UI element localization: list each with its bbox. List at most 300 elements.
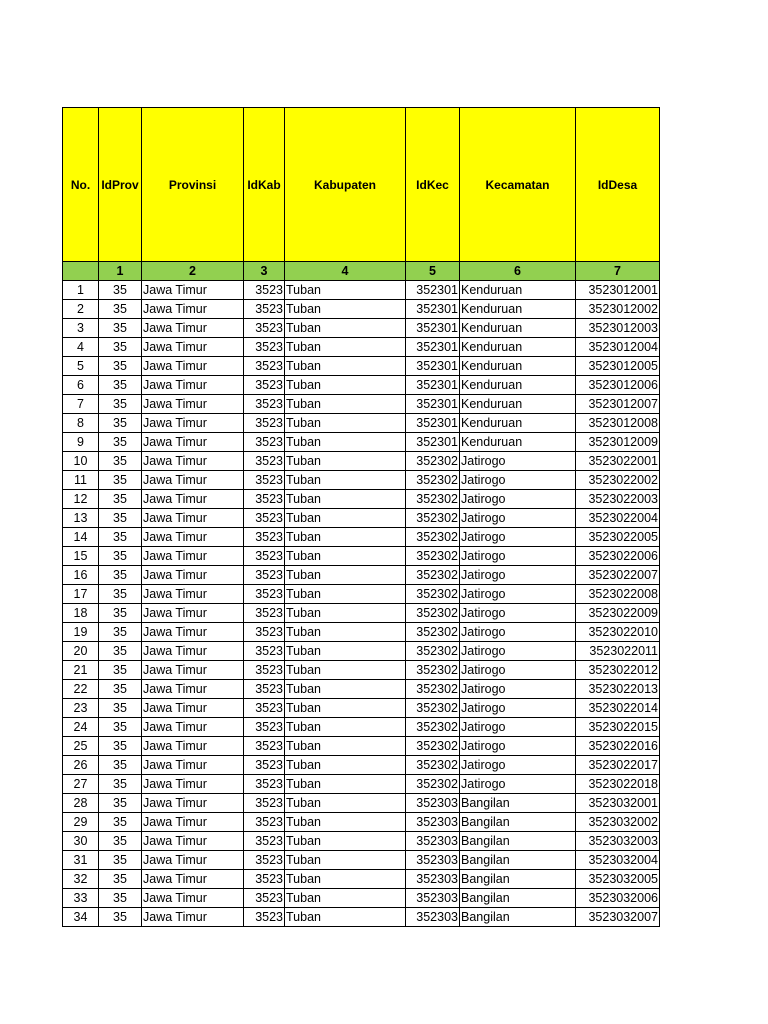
cell-kabupaten: Tuban: [285, 414, 406, 433]
cell-provinsi: Jawa Timur: [142, 471, 244, 490]
cell-iddesa: 3523012002: [576, 300, 660, 319]
cell-kabupaten: Tuban: [285, 395, 406, 414]
cell-idprov: 35: [99, 585, 142, 604]
cell-no: 9: [63, 433, 99, 452]
table-row: [63, 566, 660, 585]
cell-iddesa: 3523032007: [576, 908, 660, 927]
cell-provinsi: Jawa Timur: [142, 376, 244, 395]
column-number: 4: [285, 262, 406, 281]
cell-iddesa: 3523012001: [576, 281, 660, 300]
cell-idkab: 3523: [244, 832, 285, 851]
cell-iddesa: 3523022006: [576, 547, 660, 566]
cell-no: 32: [63, 870, 99, 889]
cell-kabupaten: Tuban: [285, 509, 406, 528]
cell-provinsi: Jawa Timur: [142, 604, 244, 623]
cell-kecamatan: Jatirogo: [460, 490, 576, 509]
cell-kabupaten: Tuban: [285, 756, 406, 775]
cell-kabupaten: Tuban: [285, 585, 406, 604]
cell-idkec: 352303: [406, 870, 460, 889]
cell-iddesa: 3523022017: [576, 756, 660, 775]
cell-kecamatan: Kenduruan: [460, 319, 576, 338]
cell-idkec: 352302: [406, 585, 460, 604]
cell-iddesa: 3523012003: [576, 319, 660, 338]
table-row: [63, 737, 660, 756]
cell-idkab: 3523: [244, 376, 285, 395]
cell-idkab: 3523: [244, 851, 285, 870]
table-row: [63, 281, 660, 300]
cell-idprov: 35: [99, 680, 142, 699]
cell-iddesa: 3523022002: [576, 471, 660, 490]
cell-kabupaten: Tuban: [285, 699, 406, 718]
cell-no: 34: [63, 908, 99, 927]
cell-kecamatan: Jatirogo: [460, 623, 576, 642]
cell-provinsi: Jawa Timur: [142, 908, 244, 927]
cell-idkec: 352301: [406, 414, 460, 433]
table-row: [63, 851, 660, 870]
cell-idkec: 352301: [406, 338, 460, 357]
cell-no: 6: [63, 376, 99, 395]
table-row: [63, 395, 660, 414]
cell-iddesa: 3523012008: [576, 414, 660, 433]
cell-kecamatan: Kenduruan: [460, 338, 576, 357]
cell-no: 17: [63, 585, 99, 604]
cell-idkab: 3523: [244, 794, 285, 813]
cell-idkab: 3523: [244, 680, 285, 699]
cell-provinsi: Jawa Timur: [142, 528, 244, 547]
table-row: [63, 319, 660, 338]
cell-iddesa: 3523022008: [576, 585, 660, 604]
table-row: [63, 547, 660, 566]
cell-kecamatan: Jatirogo: [460, 737, 576, 756]
cell-idkec: 352301: [406, 300, 460, 319]
table-row: [63, 794, 660, 813]
cell-idkec: 352303: [406, 851, 460, 870]
cell-idprov: 35: [99, 718, 142, 737]
cell-kecamatan: Kenduruan: [460, 414, 576, 433]
cell-no: 3: [63, 319, 99, 338]
cell-idprov: 35: [99, 300, 142, 319]
table-row: [63, 870, 660, 889]
cell-idprov: 35: [99, 528, 142, 547]
table-row: [63, 661, 660, 680]
header-idkec: IdKec: [406, 108, 460, 262]
cell-kecamatan: Bangilan: [460, 794, 576, 813]
table-row: [63, 300, 660, 319]
cell-provinsi: Jawa Timur: [142, 395, 244, 414]
cell-idkab: 3523: [244, 319, 285, 338]
cell-kecamatan: Kenduruan: [460, 300, 576, 319]
cell-kabupaten: Tuban: [285, 604, 406, 623]
cell-idprov: 35: [99, 433, 142, 452]
cell-no: 27: [63, 775, 99, 794]
cell-provinsi: Jawa Timur: [142, 585, 244, 604]
cell-iddesa: 3523022005: [576, 528, 660, 547]
cell-idprov: 35: [99, 566, 142, 585]
cell-iddesa: 3523022013: [576, 680, 660, 699]
cell-idkec: 352302: [406, 604, 460, 623]
cell-idprov: 35: [99, 281, 142, 300]
cell-provinsi: Jawa Timur: [142, 319, 244, 338]
cell-idkab: 3523: [244, 509, 285, 528]
cell-provinsi: Jawa Timur: [142, 851, 244, 870]
cell-idkab: 3523: [244, 566, 285, 585]
cell-no: 30: [63, 832, 99, 851]
cell-kabupaten: Tuban: [285, 775, 406, 794]
cell-idprov: 35: [99, 509, 142, 528]
cell-idkec: 352303: [406, 794, 460, 813]
cell-idkab: 3523: [244, 737, 285, 756]
cell-idkab: 3523: [244, 756, 285, 775]
cell-provinsi: Jawa Timur: [142, 870, 244, 889]
cell-idprov: 35: [99, 832, 142, 851]
cell-no: 12: [63, 490, 99, 509]
cell-kecamatan: Jatirogo: [460, 452, 576, 471]
cell-kabupaten: Tuban: [285, 661, 406, 680]
cell-kecamatan: Jatirogo: [460, 775, 576, 794]
cell-kabupaten: Tuban: [285, 281, 406, 300]
cell-idkec: 352303: [406, 908, 460, 927]
cell-provinsi: Jawa Timur: [142, 756, 244, 775]
cell-idkab: 3523: [244, 338, 285, 357]
cell-kecamatan: Jatirogo: [460, 547, 576, 566]
cell-idkab: 3523: [244, 471, 285, 490]
cell-idprov: 35: [99, 395, 142, 414]
cell-provinsi: Jawa Timur: [142, 699, 244, 718]
cell-idkab: 3523: [244, 547, 285, 566]
cell-iddesa: 3523032003: [576, 832, 660, 851]
table-row: [63, 414, 660, 433]
cell-idprov: 35: [99, 547, 142, 566]
cell-kecamatan: Jatirogo: [460, 566, 576, 585]
cell-iddesa: 3523022001: [576, 452, 660, 471]
cell-kecamatan: Jatirogo: [460, 661, 576, 680]
cell-kabupaten: Tuban: [285, 433, 406, 452]
cell-iddesa: 3523022007: [576, 566, 660, 585]
cell-no: 8: [63, 414, 99, 433]
cell-kecamatan: Bangilan: [460, 813, 576, 832]
table-row: [63, 490, 660, 509]
cell-provinsi: Jawa Timur: [142, 794, 244, 813]
column-number: 2: [142, 262, 244, 281]
cell-idkec: 352302: [406, 737, 460, 756]
cell-idprov: 35: [99, 661, 142, 680]
table-row: [63, 775, 660, 794]
cell-provinsi: Jawa Timur: [142, 452, 244, 471]
cell-kabupaten: Tuban: [285, 908, 406, 927]
cell-iddesa: 3523022011: [576, 642, 660, 661]
cell-idprov: 35: [99, 737, 142, 756]
table-row: [63, 699, 660, 718]
cell-kabupaten: Tuban: [285, 794, 406, 813]
cell-iddesa: 3523022014: [576, 699, 660, 718]
cell-idprov: 35: [99, 471, 142, 490]
cell-idkec: 352303: [406, 813, 460, 832]
cell-kabupaten: Tuban: [285, 642, 406, 661]
cell-idkec: 352302: [406, 642, 460, 661]
cell-provinsi: Jawa Timur: [142, 775, 244, 794]
cell-iddesa: 3523032001: [576, 794, 660, 813]
cell-idkab: 3523: [244, 642, 285, 661]
cell-kabupaten: Tuban: [285, 319, 406, 338]
cell-idkab: 3523: [244, 528, 285, 547]
cell-kabupaten: Tuban: [285, 813, 406, 832]
cell-iddesa: 3523012004: [576, 338, 660, 357]
cell-iddesa: 3523022010: [576, 623, 660, 642]
cell-idprov: 35: [99, 813, 142, 832]
cell-no: 28: [63, 794, 99, 813]
cell-provinsi: Jawa Timur: [142, 281, 244, 300]
header-row: [63, 108, 660, 262]
cell-idprov: 35: [99, 794, 142, 813]
cell-idkab: 3523: [244, 813, 285, 832]
cell-provinsi: Jawa Timur: [142, 433, 244, 452]
cell-idprov: 35: [99, 870, 142, 889]
cell-idkec: 352302: [406, 680, 460, 699]
cell-kabupaten: Tuban: [285, 851, 406, 870]
table-row: [63, 433, 660, 452]
cell-idkec: 352302: [406, 756, 460, 775]
cell-idprov: 35: [99, 338, 142, 357]
cell-iddesa: 3523012007: [576, 395, 660, 414]
cell-idkab: 3523: [244, 452, 285, 471]
cell-provinsi: Jawa Timur: [142, 623, 244, 642]
cell-no: 19: [63, 623, 99, 642]
cell-provinsi: Jawa Timur: [142, 566, 244, 585]
header-provinsi: Provinsi: [142, 108, 244, 262]
cell-kabupaten: Tuban: [285, 623, 406, 642]
cell-idkab: 3523: [244, 661, 285, 680]
column-number: 6: [460, 262, 576, 281]
cell-idkec: 352302: [406, 718, 460, 737]
cell-idkec: 352302: [406, 623, 460, 642]
cell-idkab: 3523: [244, 585, 285, 604]
cell-kecamatan: Jatirogo: [460, 642, 576, 661]
cell-provinsi: Jawa Timur: [142, 300, 244, 319]
header-iddesa: IdDesa: [576, 108, 660, 262]
cell-provinsi: Jawa Timur: [142, 737, 244, 756]
cell-idkab: 3523: [244, 908, 285, 927]
cell-idkec: 352301: [406, 281, 460, 300]
table-row: [63, 908, 660, 927]
cell-iddesa: 3523022004: [576, 509, 660, 528]
cell-no: 20: [63, 642, 99, 661]
table-row: [63, 813, 660, 832]
cell-idkab: 3523: [244, 623, 285, 642]
cell-idkec: 352302: [406, 490, 460, 509]
cell-idkec: 352303: [406, 889, 460, 908]
cell-kabupaten: Tuban: [285, 357, 406, 376]
cell-kecamatan: Bangilan: [460, 870, 576, 889]
cell-idprov: 35: [99, 319, 142, 338]
cell-kecamatan: Bangilan: [460, 851, 576, 870]
cell-kecamatan: Jatirogo: [460, 680, 576, 699]
column-number: 7: [576, 262, 660, 281]
cell-no: 5: [63, 357, 99, 376]
cell-idkec: 352301: [406, 319, 460, 338]
cell-idkab: 3523: [244, 281, 285, 300]
cell-kabupaten: Tuban: [285, 471, 406, 490]
cell-iddesa: 3523022016: [576, 737, 660, 756]
cell-provinsi: Jawa Timur: [142, 832, 244, 851]
cell-no: 13: [63, 509, 99, 528]
cell-idkab: 3523: [244, 699, 285, 718]
cell-idkec: 352302: [406, 528, 460, 547]
cell-idprov: 35: [99, 452, 142, 471]
cell-no: 33: [63, 889, 99, 908]
cell-no: 10: [63, 452, 99, 471]
cell-kecamatan: Jatirogo: [460, 509, 576, 528]
cell-provinsi: Jawa Timur: [142, 414, 244, 433]
cell-no: 21: [63, 661, 99, 680]
cell-kabupaten: Tuban: [285, 718, 406, 737]
cell-no: 1: [63, 281, 99, 300]
cell-no: 14: [63, 528, 99, 547]
cell-kabupaten: Tuban: [285, 870, 406, 889]
cell-kecamatan: Bangilan: [460, 908, 576, 927]
cell-iddesa: 3523022012: [576, 661, 660, 680]
cell-kecamatan: Bangilan: [460, 832, 576, 851]
cell-no: 24: [63, 718, 99, 737]
cell-kecamatan: Kenduruan: [460, 281, 576, 300]
cell-idprov: 35: [99, 699, 142, 718]
cell-provinsi: Jawa Timur: [142, 642, 244, 661]
table-row: [63, 528, 660, 547]
cell-no: 16: [63, 566, 99, 585]
table-row: [63, 452, 660, 471]
column-number-row: [63, 262, 660, 281]
column-number: 3: [244, 262, 285, 281]
cell-kecamatan: Jatirogo: [460, 604, 576, 623]
header-kecamatan: Kecamatan: [460, 108, 576, 262]
table-row: [63, 889, 660, 908]
table-row: [63, 604, 660, 623]
header-kabupaten: Kabupaten: [285, 108, 406, 262]
cell-idkab: 3523: [244, 300, 285, 319]
cell-iddesa: 3523032005: [576, 870, 660, 889]
cell-idkab: 3523: [244, 870, 285, 889]
cell-idkec: 352302: [406, 699, 460, 718]
cell-idkec: 352302: [406, 547, 460, 566]
cell-iddesa: 3523012006: [576, 376, 660, 395]
cell-idkec: 352301: [406, 433, 460, 452]
cell-provinsi: Jawa Timur: [142, 661, 244, 680]
cell-iddesa: 3523032004: [576, 851, 660, 870]
cell-kecamatan: Jatirogo: [460, 528, 576, 547]
cell-idkec: 352302: [406, 452, 460, 471]
cell-idkec: 352301: [406, 395, 460, 414]
cell-kecamatan: Kenduruan: [460, 357, 576, 376]
cell-idprov: 35: [99, 851, 142, 870]
cell-idprov: 35: [99, 490, 142, 509]
cell-idkab: 3523: [244, 395, 285, 414]
cell-kabupaten: Tuban: [285, 832, 406, 851]
cell-idkab: 3523: [244, 889, 285, 908]
cell-kabupaten: Tuban: [285, 680, 406, 699]
cell-provinsi: Jawa Timur: [142, 509, 244, 528]
cell-iddesa: 3523032002: [576, 813, 660, 832]
cell-iddesa: 3523022015: [576, 718, 660, 737]
table-row: [63, 338, 660, 357]
cell-provinsi: Jawa Timur: [142, 813, 244, 832]
cell-provinsi: Jawa Timur: [142, 718, 244, 737]
cell-kecamatan: Jatirogo: [460, 585, 576, 604]
table-row: [63, 471, 660, 490]
cell-idkec: 352301: [406, 376, 460, 395]
cell-kecamatan: Jatirogo: [460, 756, 576, 775]
cell-idkab: 3523: [244, 357, 285, 376]
cell-no: 26: [63, 756, 99, 775]
cell-no: 22: [63, 680, 99, 699]
cell-kecamatan: Kenduruan: [460, 395, 576, 414]
table-row: [63, 832, 660, 851]
cell-idprov: 35: [99, 889, 142, 908]
cell-kecamatan: Bangilan: [460, 889, 576, 908]
cell-idkec: 352302: [406, 566, 460, 585]
cell-idkab: 3523: [244, 414, 285, 433]
cell-kabupaten: Tuban: [285, 300, 406, 319]
cell-kecamatan: Jatirogo: [460, 471, 576, 490]
table-row: [63, 509, 660, 528]
cell-iddesa: 3523022009: [576, 604, 660, 623]
cell-no: 29: [63, 813, 99, 832]
cell-provinsi: Jawa Timur: [142, 490, 244, 509]
column-number: 5: [406, 262, 460, 281]
cell-no: 18: [63, 604, 99, 623]
cell-idprov: 35: [99, 642, 142, 661]
cell-kabupaten: Tuban: [285, 338, 406, 357]
cell-kabupaten: Tuban: [285, 889, 406, 908]
table-row: [63, 585, 660, 604]
cell-no: 4: [63, 338, 99, 357]
cell-iddesa: 3523022018: [576, 775, 660, 794]
cell-iddesa: 3523032006: [576, 889, 660, 908]
column-number: 1: [99, 262, 142, 281]
cell-provinsi: Jawa Timur: [142, 357, 244, 376]
cell-idkec: 352302: [406, 471, 460, 490]
cell-iddesa: 3523012005: [576, 357, 660, 376]
cell-idprov: 35: [99, 604, 142, 623]
cell-kabupaten: Tuban: [285, 490, 406, 509]
cell-idkec: 352301: [406, 357, 460, 376]
cell-kabupaten: Tuban: [285, 452, 406, 471]
cell-idkab: 3523: [244, 433, 285, 452]
cell-idprov: 35: [99, 775, 142, 794]
cell-provinsi: Jawa Timur: [142, 680, 244, 699]
cell-kecamatan: Jatirogo: [460, 718, 576, 737]
cell-idkec: 352302: [406, 775, 460, 794]
cell-provinsi: Jawa Timur: [142, 338, 244, 357]
cell-idprov: 35: [99, 756, 142, 775]
header-no: No.: [63, 108, 99, 262]
cell-kabupaten: Tuban: [285, 566, 406, 585]
table-row: [63, 756, 660, 775]
cell-idprov: 35: [99, 908, 142, 927]
table-row: [63, 642, 660, 661]
cell-no: 25: [63, 737, 99, 756]
cell-kabupaten: Tuban: [285, 528, 406, 547]
column-number: [63, 262, 99, 281]
table-row: [63, 623, 660, 642]
cell-no: 2: [63, 300, 99, 319]
cell-idprov: 35: [99, 376, 142, 395]
cell-no: 23: [63, 699, 99, 718]
header-idkab: IdKab: [244, 108, 285, 262]
cell-idkab: 3523: [244, 718, 285, 737]
cell-idprov: 35: [99, 357, 142, 376]
table-row: [63, 680, 660, 699]
cell-idkab: 3523: [244, 490, 285, 509]
cell-provinsi: Jawa Timur: [142, 547, 244, 566]
